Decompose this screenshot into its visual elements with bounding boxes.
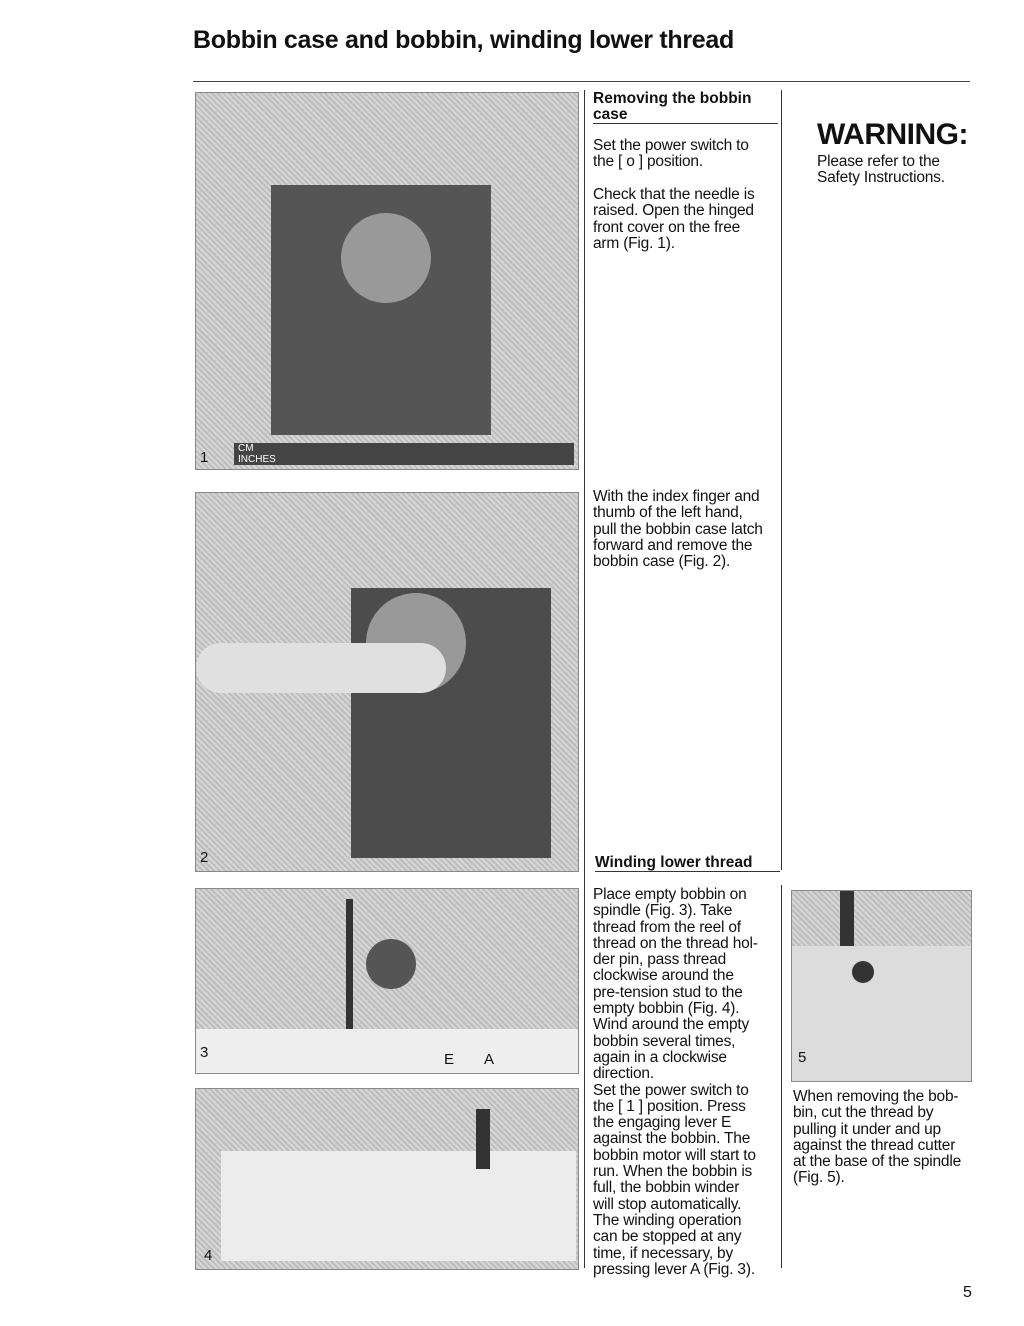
paragraph: With the index finger and thumb of the left hand, pull the bobbin case latch forward and remove the bobbin case (Fig. 2). (593, 488, 763, 571)
warning-title: WARNING: (817, 118, 968, 151)
figure-number: 2 (200, 849, 209, 866)
figure-4-photo (195, 1088, 579, 1270)
figure-3-photo (195, 888, 579, 1074)
column-divider (781, 90, 782, 870)
warning-text: Please refer to the Safety Instructions. (817, 153, 945, 187)
figure-2-photo (195, 492, 579, 872)
column-divider (781, 885, 782, 1268)
paragraph: When removing the bob- bin, cut the thread by pulling it under and up against the thread cutter at the base of the spindle (Fig. 5). (793, 1088, 962, 1187)
page-title: Bobbin case and bobbin, winding lower thread (193, 26, 734, 54)
figure-number: 3 (200, 1044, 209, 1061)
ruler-cm-label: CM (238, 443, 254, 454)
figure-number: 4 (204, 1247, 213, 1264)
page-number: 5 (963, 1284, 972, 1301)
section-heading-removing: Removing the bobbin case (593, 91, 778, 124)
figure-5-photo (791, 890, 972, 1082)
column-divider (584, 90, 585, 1268)
figure-number: 5 (798, 1049, 807, 1066)
section-heading-winding: Winding lower thread (595, 855, 780, 872)
figure-number: 1 (200, 449, 209, 466)
lever-e-label: E (444, 1051, 455, 1068)
paragraph: Place empty bobbin on spindle (Fig. 3). Take thread from the reel of thread on the thread hol- der pin, pass thread clockwise around the pre-tension stud to the empty bobbin (Fig. 4). Wind around the empty bobbin several times, again in a clockwise direction. Set the power switch to the [ 1 ] position. Press the engaging lever E against the bobbin. The bobbin motor will start to run. When the bobbin is full, the bobbin winder will stop automatically. The winding operation can be stopped at any time, if necessary, by pressing lever A (Fig. 3). (593, 886, 758, 1278)
lever-a-label: A (484, 1051, 495, 1068)
ruler-inches-label: INCHES (238, 454, 276, 465)
paragraph: Check that the needle is raised. Open the hinged front cover on the free arm (Fig. 1). (593, 186, 755, 252)
paragraph: Set the power switch to the [ o ] position. (593, 137, 749, 171)
title-rule (193, 81, 970, 82)
figure-1-photo (195, 92, 579, 470)
